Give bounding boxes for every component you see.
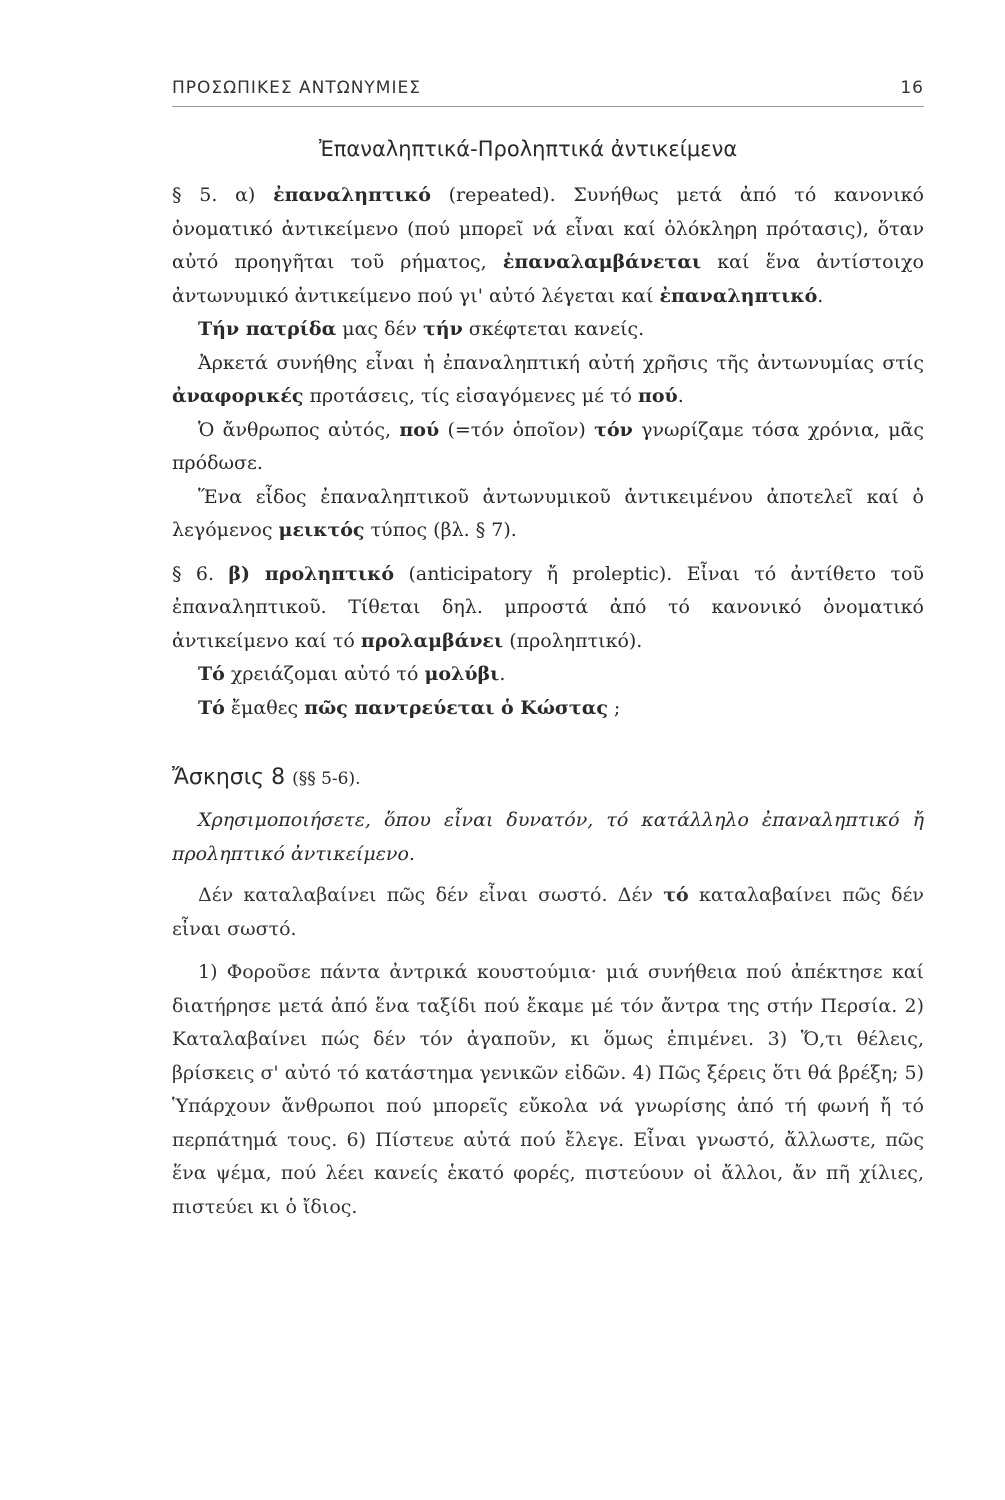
text: (repeated). Συνήθως μετά ἀπό τό κανονικό ὀνοματικό ἀντικείμενο (πού μπορεῖ νά εἶναι καί ὁλόκληρη πρότασις), ὅταν αὐτό προηγῆται τοῦ ρήματος, <box>172 184 924 273</box>
text: γνωρίζαμε τόσα χρόνια, μᾶς πρόδωσε. <box>172 418 925 474</box>
text: (=τόν ὁποῖον) <box>439 418 595 441</box>
bold-text: μεικτός <box>278 519 365 541</box>
section-6-marker: § 6. <box>172 562 229 585</box>
bold-text: πού <box>637 385 678 407</box>
bold-text: προλαμβάνει <box>360 629 504 652</box>
example-sentence <box>172 658 924 692</box>
text: Ἀρκετά συνήθης εἶναι ἡ ἐπαναληπτική αὐτή χρῆσις τῆς ἀντωνυμίας στίς <box>198 351 924 374</box>
text: Δέν καταλαβαίνει πῶς δέν εἶναι σωστό. Δέν <box>198 884 664 906</box>
text: . <box>677 385 684 407</box>
exercise-refs: (§§ 5-6). <box>292 769 361 789</box>
bold-text: Τήν πατρίδα <box>198 318 337 340</box>
text: προτάσεις, τίς εἰσαγόμενες μέ τό <box>303 385 638 407</box>
bold-text: ἀναφορικές <box>172 385 304 407</box>
paragraph <box>172 347 924 414</box>
bold-text: τήν <box>422 318 463 340</box>
term-anticipatory: β) προληπτικό <box>228 562 395 585</box>
header-rule <box>172 106 924 107</box>
bold-text: Τό <box>198 663 225 685</box>
section-5-marker: § 5. α) <box>172 184 274 206</box>
term-repeated: ἐπαναληπτικό <box>273 184 431 206</box>
text: τύπος (βλ. § 7). <box>364 519 517 541</box>
running-title: ΠΡΟΣΩΠΙΚΕΣ ΑΝΤΩΝΥΜΙΕΣ <box>172 78 421 98</box>
bold-text: τόν <box>594 418 633 441</box>
text: καταλαβαίνει πῶς δέν εἶναι σωστό. <box>172 884 924 940</box>
exercise-items: 1) Φοροῦσε πάντα ἀντρικά κουστούμια· μιά συνήθεια πού ἀπέκτησε καί διατήρησε μετά ἀπό ἕνα ταξίδι πού ἔκαμε μέ τόν ἄντρα της στήν Περσία. 2) Καταλαβαίνει πώς δέν τόν ἀγαποῦν, κι ὅμως ἐπιμένει. 3) Ὅ,τι θέλεις, βρίσκεις σ' αὐτό τό κατάστημα γενικῶν εἰδῶν. 4) Πῶς ξέρεις ὅτι θά βρέξη; 5) Ὑπάρχουν ἄνθρωποι πού μπορεῖς εὔκολα νά γνωρίσης ἀπό τή φωνή ἤ τό περπάτημά τους. 6) Πίστευε αὐτά πού ἔλεγε. Εἶναι γνωστό, ἄλλωστε, πῶς ἕνα ψέμα, πού λέει κανείς ἑκατό φορές, πιστεύουν οἱ ἄλλοι, ἄν πῆ χίλιες, πιστεύει κι ὁ ἴδιος. <box>172 961 924 1218</box>
bold-text: πῶς παντρεύεται ὁ Κώστας <box>304 696 608 719</box>
example-sentence <box>172 414 924 481</box>
bold-text: Τό <box>198 696 225 719</box>
section-title: Ἐπαναληπτικά-Προληπτικά ἀντικείμενα <box>318 137 738 161</box>
text: . <box>817 284 824 307</box>
text: Ἕνα εἶδος ἐπαναληπτικοῦ ἀντωνυμικοῦ ἀντικειμένου ἀποτελεῖ καί ὁ λεγόμενος <box>172 485 924 541</box>
text: χρειάζομαι αὐτό τό <box>224 663 425 685</box>
exercise-example <box>172 879 924 946</box>
bold-text: πού <box>399 418 440 441</box>
term-repeated-2: ἐπαναληπτικό <box>659 284 818 307</box>
text: Ὁ ἄνθρωπος αὐτός, <box>198 418 400 441</box>
text: ἔμαθες <box>224 696 305 719</box>
example-sentence <box>172 692 924 726</box>
paragraph <box>172 481 924 548</box>
exercise-title-text: Ἄσκησις 8 <box>172 765 286 790</box>
exercise-instruction: Χρησιμοποιήσετε, ὅπου εἶναι δυνατόν, τό κατάλληλο ἐπαναληπτικό ἤ προληπτικό ἀντικείμενο. <box>172 809 924 865</box>
term-verb: ἐπαναλαμβάνεται <box>502 251 702 273</box>
bold-text: μολύβι <box>424 663 500 685</box>
bold-text: τό <box>663 884 689 906</box>
text: σκέφτεται κανείς. <box>462 318 645 340</box>
exercise-title <box>172 765 924 790</box>
page-number: 16 <box>900 78 924 98</box>
example-sentence <box>172 313 924 347</box>
section-5-paragraph <box>172 179 924 313</box>
text: (anticipatory ἤ proleptic). Εἶναι τό ἀντίθετο τοῦ ἐπαναληπτικοῦ. Τίθεται δηλ. μπροστά ἀπό τό κανονικό ὀνοματικό ἀντικείμενο καί τό <box>172 562 924 652</box>
running-head <box>172 78 924 98</box>
section-6-paragraph <box>172 558 924 659</box>
text: (προληπτικό). <box>503 629 643 652</box>
text: καί ἕνα ἀντίστοιχο ἀντωνυμικό ἀντικείμενο πού γι' αὐτό λέγεται καί <box>172 251 924 307</box>
text: . <box>499 663 506 685</box>
text: μας δέν <box>336 318 423 340</box>
page <box>172 78 924 1224</box>
text: ; <box>607 696 621 719</box>
